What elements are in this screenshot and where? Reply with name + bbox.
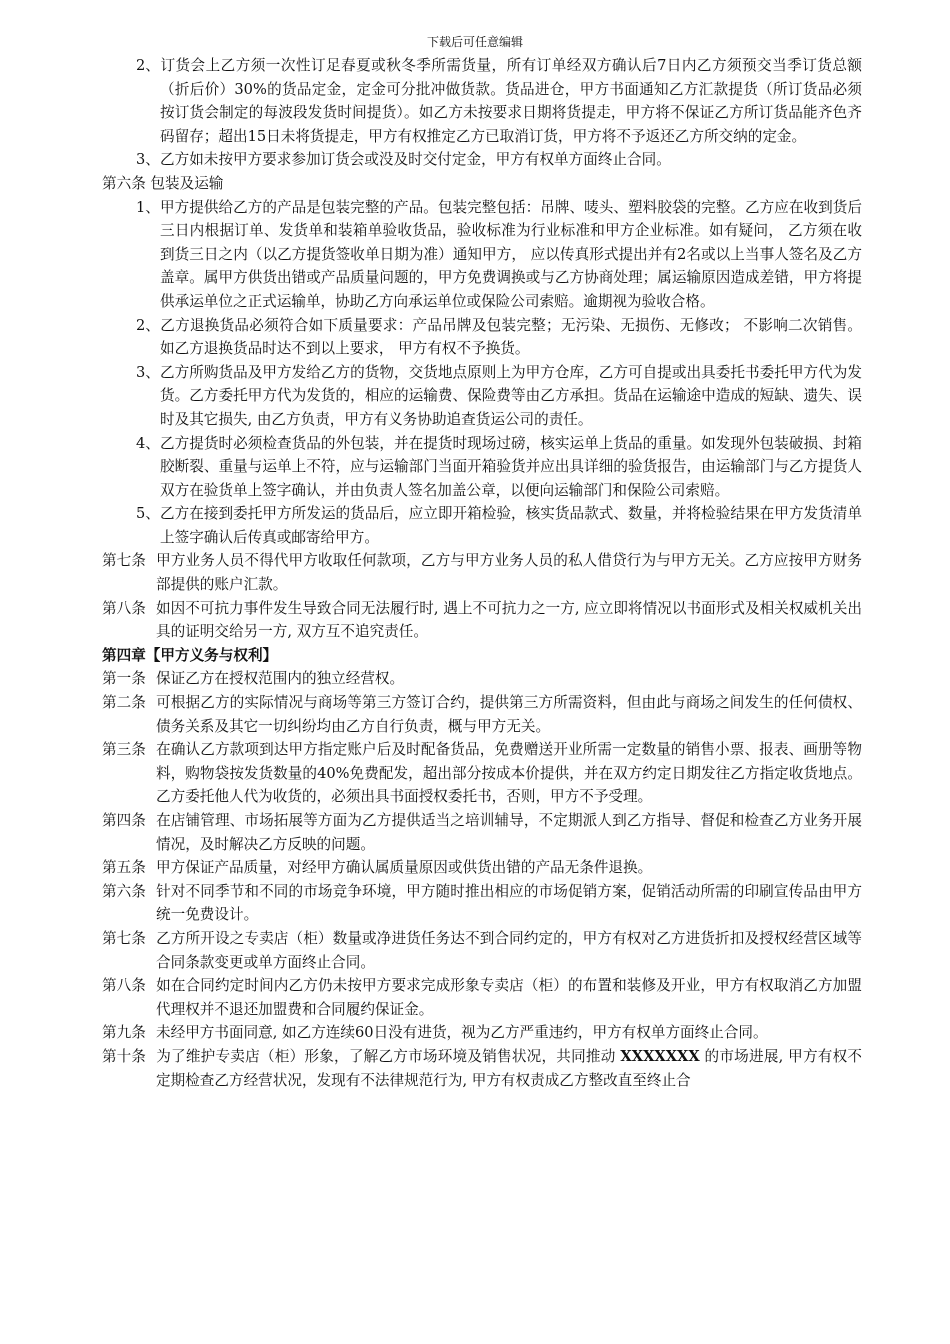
article-text: 如在合同约定时间内乙方仍未按甲方要求完成形象专卖店（柜）的布置和装修及开业，甲方有权取消乙方加盟代理权并不退还加盟费和合同履约保证金。: [156, 977, 862, 1018]
article-5-items: [102, 54, 862, 172]
chapter-4-article: [102, 880, 862, 927]
item-number: 4、: [136, 434, 160, 452]
item-number: 2、: [136, 316, 160, 334]
chapter-4-article: [102, 927, 862, 974]
article-text: 在确认乙方款项到达甲方指定账户后及时配备货品，免费赠送开业所需一定数量的销售小票、报表、画册等物料，购物袋按发货数量的40%免费配发，超出部分按成本价提供，并在双方约定日期发往乙方指定收货地点。乙方委托他人代为收货的，必须出具书面授权委托书，否则，甲方不予受理。: [156, 741, 862, 806]
article-5-item: [136, 148, 862, 172]
page-header-note: 下载后可任意编辑: [426, 35, 523, 49]
item-text: 乙方在接到委托甲方所发运的货品后，应立即开箱检验，核实货品款式、数量，并将检验结果在甲方发货清单上签字确认后传真或邮寄给甲方。: [160, 505, 862, 546]
item-number: 5、: [136, 505, 160, 523]
article-6-item: [136, 502, 862, 549]
article-label: 第一条: [102, 670, 146, 688]
article-6-item: [136, 196, 862, 314]
article-text: 甲方保证产品质量，对经甲方确认属质量原因或供货出错的产品无条件退换。: [156, 859, 653, 877]
chapter-4-heading: 第四章【甲方义务与权利】: [102, 646, 278, 664]
chapter-4-article: [102, 1021, 862, 1045]
item-text: 订货会上乙方须一次性订足春夏或秋冬季所需货量，所有订单经双方确认后7日内乙方须预交当季订货总额（折后价）30%的货品定金，定金可分批冲做货款。货品进仓，甲方书面通知乙方汇款提货（所订货品必须按订货会制定的每波段发货时间提货）。如乙方未按要求日期将货提走，甲方将不保证乙方所订货品能齐色齐码留存；超出15日未将货提走，甲方有权推定乙方已取消订货，甲方将不予返还乙方所交纳的定金。: [160, 57, 862, 145]
chapter-4-article: [102, 738, 862, 809]
item-text: 甲方提供给乙方的产品是包装完整的产品。包装完整包括：吊牌、唛头、塑料胶袋的完整。乙方应在收到货后三日内根据订单、发货单和装箱单验收货品，验收标准为行业标准和甲方企业标准。如有疑问， 乙方须在收到货三日之内（以乙方提货签收单日期为准）通知甲方， 应以传真形式提出并有2名或以上当事人签名及乙方盖章。属甲方供货出错或产品质量问题的，甲方免费调换或与乙方协商处理；属运输原因造成差错，甲方将提供承运单位之正式运输单，协助乙方向承运单位或保险公司索赔。逾期视为验收合格。: [160, 198, 862, 310]
article-text: 未经甲方书面同意, 如乙方连续60日没有进货，视为乙方严重违约，甲方有权单方面终止合同。: [156, 1024, 768, 1042]
item-text: 乙方所购货品及甲方发给乙方的货物，交货地点原则上为甲方仓库，乙方可自提或出具委托书委托甲方代为发货。乙方委托甲方代为发货的，相应的运输费、保险费等由乙方承担。货品在运输途中造成的短缺、遗失、误时及其它损失, 由乙方负责，甲方有义务协助追查货运公司的责任。: [160, 363, 862, 428]
item-text: 乙方提货时必须检查货品的外包装，并在提货时现场过磅，核实运单上货品的重量。如发现外包装破损、封箱胶断裂、重量与运单上不符，应与运输部门当面开箱验货并应出具详细的验货报告，由运输部门与乙方提货人双方在验货单上签字确认，并由负责人签名加盖公章，以便向运输部门和保险公司索赔。: [160, 434, 862, 499]
chapter-4-articles: [102, 667, 862, 1045]
item-number: 3、: [136, 151, 160, 169]
article-text: 可根据乙方的实际情况与商场等第三方签订合约，提供第三方所需资料，但由此与商场之间发生的任何债权、债务关系及其它一切纠纷均由乙方自行负责，概与甲方无关。: [156, 694, 862, 735]
article-5-item: [136, 54, 862, 148]
article-6-heading: 第六条 包装及运输: [102, 174, 224, 192]
article-8: 第八条 如因不可抗力事件发生导致合同无法履行时, 遇上不可抗力之一方, 应立即将情况以书面形式及相关权威机关出具的证明交给另一方, 双方互不追究责任。: [102, 599, 862, 641]
item-number: 3、: [136, 363, 160, 381]
article-6-item: [136, 432, 862, 503]
chapter-4-article: [102, 809, 862, 856]
article-label: 第三条: [102, 741, 146, 759]
article-7: 第七条 甲方业务人员不得代甲方收取任何款项，乙方与甲方业务人员的私人借贷行为与甲方无关。乙方应按甲方财务部提供的账户汇款。: [102, 552, 862, 594]
item-text: 乙方如未按甲方要求参加订货会或没及时交付定金，甲方有权单方面终止合同。: [160, 151, 671, 169]
item-number: 2、: [136, 57, 160, 74]
item-text: 乙方退换货品必须符合如下质量要求：产品吊牌及包装完整；无污染、无损伤、无修改； 不影响二次销售。如乙方退换货品时达不到以上要求， 甲方有权不予换货。: [160, 316, 862, 358]
article-text: 针对不同季节和不同的市场竞争环境，甲方随时推出相应的市场促销方案，促销活动所需的印刷宣传品由甲方统一免费设计。: [156, 882, 862, 924]
article-label: 第七条: [102, 929, 146, 947]
article-label: 第八条: [102, 977, 146, 995]
article-label: 第二条: [102, 694, 146, 712]
article-label: 第六条: [102, 882, 146, 900]
article-6-item: [136, 314, 862, 361]
article-6-items: [102, 196, 862, 550]
article-6-item: [136, 361, 862, 432]
article-label: 第九条: [102, 1024, 146, 1042]
brand-name: XXXXXXX: [620, 1047, 700, 1065]
article-label: 第四条: [102, 812, 146, 829]
article-text: 保证乙方在授权范围内的独立经营权。: [156, 670, 405, 688]
chapter-4-article: [102, 667, 862, 691]
chapter-4-article-10: 第十条 为了维护专卖店（柜）形象，了解乙方市场环境及销售状况，共同推动 XXXXXXX 的市场进展, 甲方有权不定期检查乙方经营状况，发现有不法律规范行为, 甲方有权责成乙方整改直至终止合: [102, 1047, 862, 1089]
article-text: 乙方所开设之专卖店（柜）数量或净进货任务达不到合同约定的，甲方有权对乙方进货折扣及授权经营区域等合同条款变更或单方面终止合同。: [156, 929, 862, 971]
chapter-4-article: [102, 856, 862, 880]
contract-body: [102, 54, 862, 1092]
article-label: 第五条: [102, 859, 146, 877]
article-text: 在店铺管理、市场拓展等方面为乙方提供适当之培训辅导，不定期派人到乙方指导、督促和检查乙方业务开展情况，及时解决乙方反映的问题。: [156, 812, 862, 853]
chapter-4-article: [102, 691, 862, 738]
chapter-4-article: [102, 974, 862, 1021]
item-number: 1、: [136, 198, 160, 216]
